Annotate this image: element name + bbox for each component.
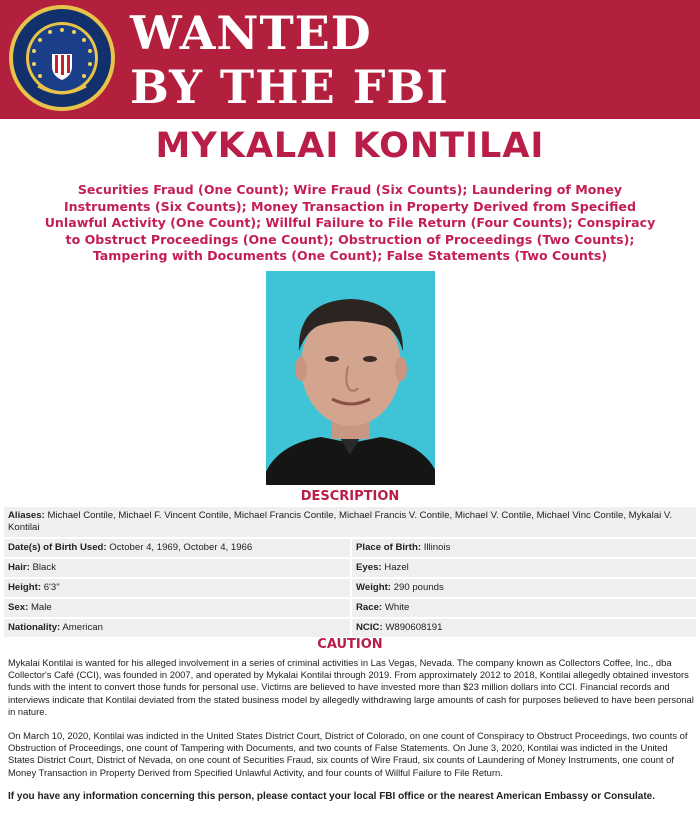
sex-cell [4,599,350,617]
field-label: Place of Birth: [356,542,422,553]
table-row [4,539,696,559]
field-value: 290 pounds [393,582,444,593]
aliases-cell [4,507,696,537]
contact-notice: If you have any information concerning this person, please contact your local FBI office or the nearest American Embassy or Consulate. [8,790,656,802]
field-value: American [62,622,103,633]
suspect-portrait-image [266,271,435,485]
field-label: Aliases: [8,510,45,521]
charges-line: Securities Fraud (One Count); Wire Fraud (Six Counts); Laundering of Money [77,182,623,197]
nationality-cell [4,619,350,637]
banner-title-line2: BY THE FBI [130,60,449,114]
suspect-photo [266,271,435,485]
race-cell [350,599,696,617]
field-value: Michael Contile, Michael F. Vincent Contile, Michael Francis Contile, Michael Francis V. Contile, Michael V. Contile, Michael Vinc Contile, Mykalai V. Kontilai [8,510,673,533]
fbi-seal-icon [8,4,116,112]
caution-body [8,657,694,815]
table-row [4,559,696,579]
table-row [4,507,696,539]
charges-list [14,182,686,265]
caution-heading: CAUTION [317,637,383,652]
field-label: Nationality: [8,622,61,633]
caution-paragraph: Mykalai Kontilai is wanted for his alleged involvement in a series of criminal activities in Las Vegas, Nevada. The company known as Collectors Coffee, Inc., dba Collector's Café (CCI), was founded in 2007, and operated by Mykalai Kontilai through 2019. From approximately 2012 to 2018, Kontilai allegedly obtained investors funds with the intent to convert those funds for personal use. Victims are believed to have invested more than $23 million dollars into CCI. Financial records and interviews indicate that Kontilai deviated from the stated business model by allegedly withdrawing large amounts of cash for purposes believed to have been personal in nature. [8,657,694,717]
wanted-banner [0,0,700,119]
field-value: October 4, 1969, October 4, 1966 [109,542,253,553]
field-value: Black [32,562,56,573]
field-value: White [384,602,410,613]
field-label: Hair: [8,562,30,573]
banner-title [130,6,449,114]
weight-cell [350,579,696,597]
charges-line: to Obstruct Proceedings (One Count); Obstruction of Proceedings (Two Counts); [65,231,635,247]
field-label: NCIC: [356,622,383,633]
field-label: Race: [356,602,383,613]
field-value: Hazel [384,562,409,573]
fugitive-name: MYKALAI KONTILAI [155,126,545,166]
field-value: Illinois [423,542,451,553]
field-label: Eyes: [356,562,382,573]
hair-cell [4,559,350,577]
description-table [4,507,696,639]
charges-line: Instruments (Six Counts); Money Transaction in Property Derived from Specified [64,198,636,214]
eyes-cell [350,559,696,577]
field-label: Height: [8,582,42,593]
table-row [4,579,696,599]
field-value: W890608191 [385,622,443,633]
field-value: Male [30,602,52,613]
description-heading: DESCRIPTION [300,489,400,504]
pob-cell [350,539,696,557]
field-label: Date(s) of Birth Used: [8,542,107,553]
field-label: Weight: [356,582,391,593]
field-value: 6'3" [43,582,60,593]
caution-paragraph: On March 10, 2020, Kontilai was indicted in the United States District Court, District of Colorado, on one count of Conspiracy to Obstruct Proceedings, two counts of Obstruction of Proceedings, one count of Tampering with Documents, and two counts of False Statements. On June 3, 2020, Kontilai was indicted in the United States District Court, District of Nevada, on one count of Securities Fraud, six counts of Wire Fraud, six counts of Laundering of Money Instruments, one count of Money Transaction in Property Derived from Specified Unlawful Activity, and four counts of Willful Failure to File Return. [8,730,688,778]
dob-cell [4,539,350,557]
charges-line: Tampering with Documents (One Count); False Statements (Two Counts) [92,248,608,264]
ncic-cell [350,619,696,637]
table-row [4,619,696,639]
charges-line: Unlawful Activity (One Count); Willful Failure to File Return (Four Counts); Conspiracy [44,215,656,231]
banner-title-line1: WANTED [130,6,372,60]
table-row [4,599,696,619]
height-cell [4,579,350,597]
field-label: Sex: [8,602,29,613]
